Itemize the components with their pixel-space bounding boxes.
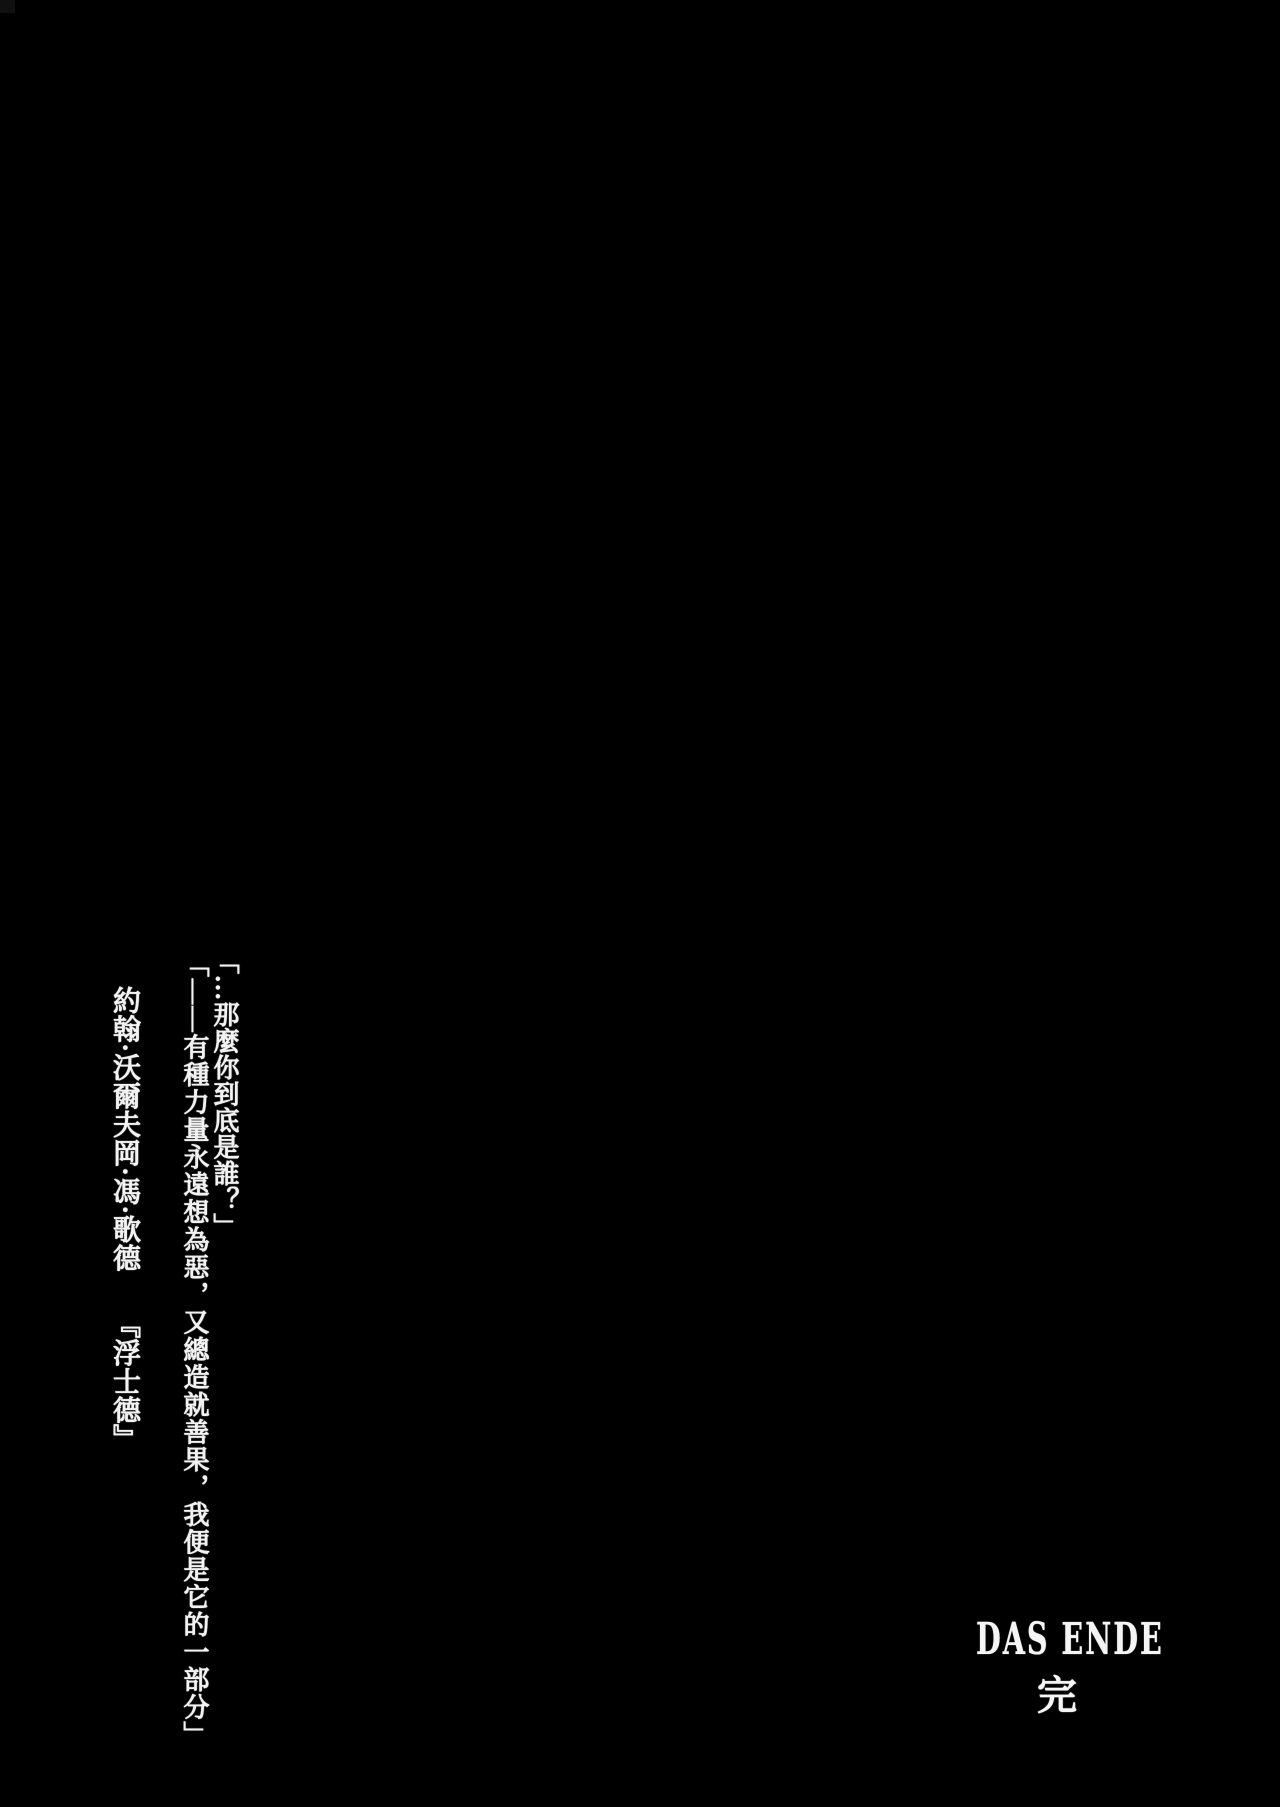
attribution-author: 約翰·沃爾夫岡·馮·歌德 — [109, 986, 140, 1273]
das-ende-text: DAS ENDE — [976, 1614, 1164, 1665]
attribution-work-title: 『浮士德』 — [109, 1310, 140, 1453]
quote-line-2: 「——有種力量永遠想為惡，又總造就善果，我便是它的一部分」 — [180, 951, 209, 1749]
complete-ideograph: 完 — [1037, 1673, 1077, 1718]
scan-artifact — [0, 0, 15, 13]
end-mark-block — [976, 1614, 1164, 1718]
quote-line-1: 「…那麼你到底是誰？」 — [210, 948, 239, 1240]
quote-attribution — [110, 986, 138, 1453]
